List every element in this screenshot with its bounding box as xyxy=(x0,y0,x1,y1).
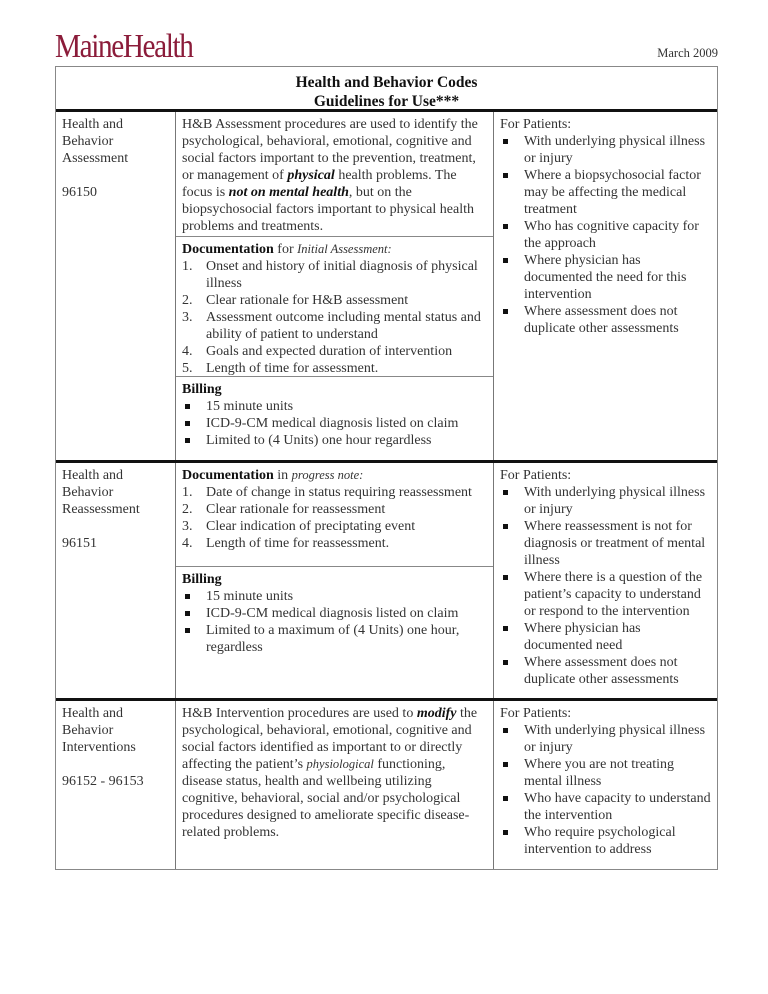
item-text: ICD-9-CM medical diagnosis listed on claim xyxy=(206,416,459,431)
description-text: the psychological, behavioral, emotional, cognitive and social factors identified as important to or directly affecting the patient’s xyxy=(182,706,478,772)
billing-cell xyxy=(176,377,493,460)
details-column xyxy=(176,112,494,460)
title-line-1: Health and Behavior Codes xyxy=(295,74,478,91)
bullet-icon xyxy=(503,626,508,631)
emphasis-text: physiological xyxy=(306,757,374,771)
billing-list xyxy=(182,398,487,449)
label-line: Behavior xyxy=(62,723,114,738)
item-text: 15 minute units xyxy=(206,589,294,604)
list-item: 3. Assessment outcome including mental status and ability of patient to understand xyxy=(182,310,481,342)
patients-heading: For Patients: xyxy=(500,468,572,483)
description-text: , but on the biopsychosocial factors important to physical health problems and treatments. xyxy=(182,185,474,234)
guidelines-table xyxy=(55,66,718,870)
bullet-icon xyxy=(185,421,190,426)
list-item: 1. Date of change in status requiring reassessment xyxy=(182,485,472,500)
bullet-icon xyxy=(503,524,508,529)
list-item xyxy=(182,415,487,432)
bullet-icon xyxy=(185,611,190,616)
item-text: Limited to (4 Units) one hour regardless xyxy=(206,433,432,448)
emphasis-text: modify xyxy=(416,706,457,721)
item-text: Assessment outcome including mental status and ability of patient to understand xyxy=(206,310,481,342)
list-item: 5. Length of time for assessment. xyxy=(182,361,379,376)
document-title xyxy=(56,67,717,112)
item-text: Where assessment does not duplicate other assessments xyxy=(524,655,679,687)
label-line: Reassessment xyxy=(62,502,140,517)
documentation-cell xyxy=(176,237,493,377)
label-line: Interventions xyxy=(62,740,136,755)
list-item xyxy=(182,622,487,656)
item-text: Clear rationale for H&B assessment xyxy=(206,293,409,308)
patients-heading: For Patients: xyxy=(500,117,572,132)
row-label xyxy=(56,463,176,698)
heading-text: Documentation xyxy=(182,242,274,257)
item-text: Where reassessment is not for diagnosis or treatment of mental illness xyxy=(524,519,706,568)
label-line: Health and xyxy=(62,117,124,132)
patients-list xyxy=(500,133,711,337)
billing-list xyxy=(182,588,487,656)
item-text: ICD-9-CM medical diagnosis listed on claim xyxy=(206,606,459,621)
list-item xyxy=(500,790,711,824)
description-text: functioning, disease status, health and wellbeing utilizing cognitive, behavioral, social and/or psychological procedures designed to ameliorate specific disease-related problems. xyxy=(182,757,470,840)
documentation-cell xyxy=(176,463,493,567)
list-item: 2. Clear rationale for reassessment xyxy=(182,502,386,517)
connector-text: for xyxy=(273,242,298,257)
bullet-icon xyxy=(503,830,508,835)
connector-text: in xyxy=(273,468,292,483)
emphasis-text: physical xyxy=(287,168,335,183)
list-item: 3. Clear indication of preciptating event xyxy=(182,519,416,534)
item-text: Onset and history of initial diagnosis of physical illness xyxy=(206,259,478,291)
label-line: Health and xyxy=(62,468,124,483)
bullet-icon xyxy=(503,762,508,767)
list-item xyxy=(500,167,711,218)
description-cell xyxy=(176,701,493,869)
mainehealth-logo: MaineHealth xyxy=(55,28,193,65)
item-text: Who have capacity to understand the intervention xyxy=(524,791,711,823)
list-item: 1. Onset and history of initial diagnosis of physical illness xyxy=(182,259,478,291)
bullet-icon xyxy=(503,728,508,733)
list-item xyxy=(500,722,711,756)
item-text: Clear indication of preciptating event xyxy=(206,519,416,534)
label-line: Health and xyxy=(62,706,124,721)
item-text: With underlying physical illness or injury xyxy=(524,485,706,517)
bullet-icon xyxy=(503,490,508,495)
row-reassessment xyxy=(56,463,717,701)
item-text: With underlying physical illness or injury xyxy=(524,723,706,755)
list-item: 4. Length of time for reassessment. xyxy=(182,536,390,551)
list-item xyxy=(500,518,711,569)
patients-heading: For Patients: xyxy=(500,706,572,721)
bullet-icon xyxy=(503,309,508,314)
row-label xyxy=(56,701,176,869)
cpt-code: 96152 - 96153 xyxy=(62,774,144,789)
billing-cell xyxy=(176,567,493,698)
details-column xyxy=(176,463,494,698)
billing-heading: Billing xyxy=(182,382,222,397)
list-item xyxy=(500,484,711,518)
list-item: 4. Goals and expected duration of intervention xyxy=(182,344,453,359)
patients-list xyxy=(500,484,711,688)
bullet-icon xyxy=(503,139,508,144)
item-text: Where a biopsychosocial factor may be affecting the medical treatment xyxy=(524,168,701,217)
cpt-code: 96150 xyxy=(62,185,97,200)
item-text: Where physician has documented the need for this intervention xyxy=(524,253,687,302)
bullet-icon xyxy=(185,628,190,633)
patients-column xyxy=(494,701,717,869)
bullet-icon xyxy=(185,404,190,409)
label-line: Behavior xyxy=(62,134,114,149)
item-text: Who has cognitive capacity for the approach xyxy=(524,219,699,251)
document-date: March 2009 xyxy=(657,46,718,60)
patients-list xyxy=(500,722,711,858)
row-label xyxy=(56,112,176,460)
details-column xyxy=(176,701,494,869)
list-item xyxy=(500,303,711,337)
item-text: Length of time for assessment. xyxy=(206,361,379,376)
item-text: With underlying physical illness or injury xyxy=(524,134,706,166)
patients-column xyxy=(494,463,717,698)
label-line: Behavior xyxy=(62,485,114,500)
description-text: health problems. The focus is xyxy=(182,168,457,200)
item-text: Where you are not treating mental illness xyxy=(524,757,675,789)
description-text: H&B Intervention procedures are used to xyxy=(182,706,417,721)
bullet-icon xyxy=(185,438,190,443)
item-text: Where there is a question of the patient’s capacity to understand or respond to the intervention xyxy=(524,570,703,619)
context-text: Initial Assessment: xyxy=(297,242,392,256)
documentation-heading xyxy=(182,241,487,258)
item-text: Date of change in status requiring reassessment xyxy=(206,485,472,500)
list-item xyxy=(182,588,487,605)
documentation-list xyxy=(182,484,487,552)
documentation-list xyxy=(182,258,487,377)
item-text: Length of time for reassessment. xyxy=(206,536,390,551)
bullet-icon xyxy=(503,796,508,801)
list-item xyxy=(182,398,487,415)
emphasis-text: not on mental health xyxy=(228,185,349,200)
list-item xyxy=(182,605,487,622)
cpt-code: 96151 xyxy=(62,536,97,551)
list-item xyxy=(500,756,711,790)
bullet-icon xyxy=(503,173,508,178)
bullet-icon xyxy=(503,660,508,665)
list-item xyxy=(500,133,711,167)
list-item xyxy=(500,824,711,858)
list-item: 2. Clear rationale for H&B assessment xyxy=(182,293,409,308)
label-line: Assessment xyxy=(62,151,129,166)
documentation-heading xyxy=(182,467,487,484)
heading-text: Documentation xyxy=(182,468,274,483)
patients-column xyxy=(494,112,717,460)
item-text: Limited to a maximum of (4 Units) one hour, regardless xyxy=(206,623,460,655)
list-item xyxy=(182,432,487,449)
bullet-icon xyxy=(503,575,508,580)
context-text: progress note: xyxy=(291,468,364,482)
title-line-2: Guidelines for Use*** xyxy=(313,93,460,110)
list-item xyxy=(500,654,711,688)
item-text: Clear rationale for reassessment xyxy=(206,502,386,517)
item-text: Goals and expected duration of intervention xyxy=(206,344,453,359)
item-text: 15 minute units xyxy=(206,399,294,414)
item-text: Who require psychological intervention to address xyxy=(524,825,676,857)
bullet-icon xyxy=(185,594,190,599)
list-item xyxy=(500,218,711,252)
list-item xyxy=(500,620,711,654)
bullet-icon xyxy=(503,224,508,229)
list-item xyxy=(500,252,711,303)
item-text: Where assessment does not duplicate other assessments xyxy=(524,304,679,336)
bullet-icon xyxy=(503,258,508,263)
description-cell xyxy=(176,112,493,237)
row-assessment xyxy=(56,112,717,463)
row-interventions xyxy=(56,701,717,869)
item-text: Where physician has documented need xyxy=(524,621,641,653)
list-item xyxy=(500,569,711,620)
description-text: H&B Assessment procedures are used to identify the psychological, behavioral, emotional, cognitive and social factors important to the prevention, treatment, or management of xyxy=(182,117,478,183)
billing-heading: Billing xyxy=(182,572,222,587)
